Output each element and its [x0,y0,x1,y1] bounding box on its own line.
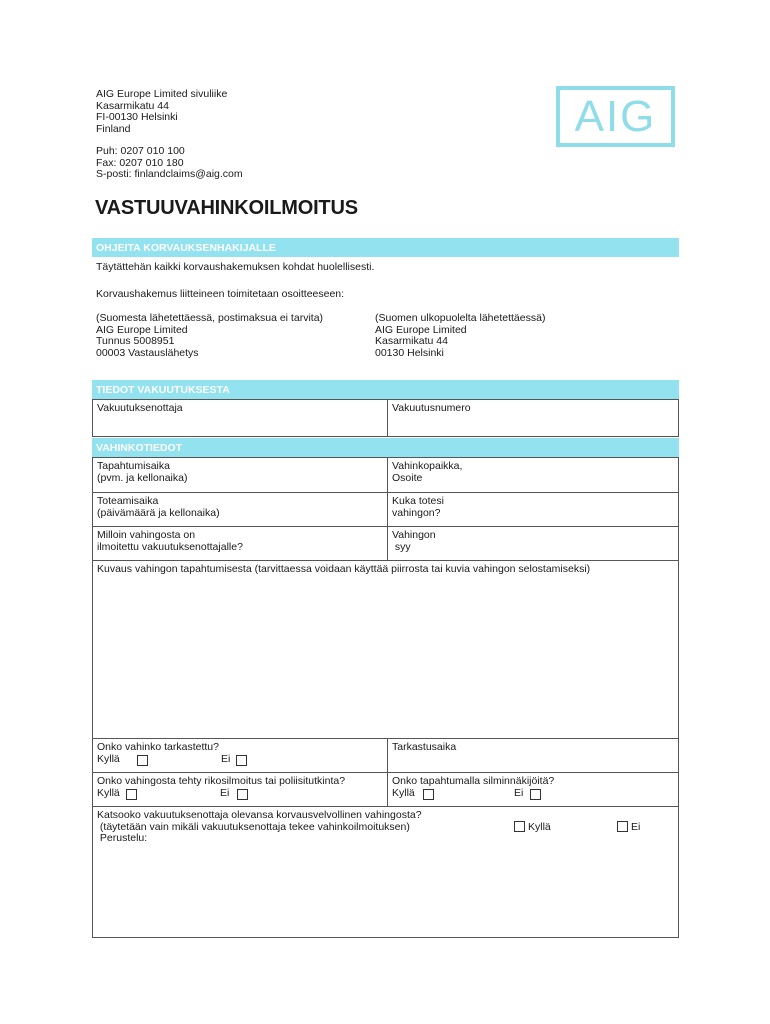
address-line: (Suomesta lähetettäessä, postimaksua ei tarvita) [96,312,324,324]
field-sublabel: ilmoitettu vakuutuksenottajalle? [97,540,243,553]
field-label: Tarkastusaika [392,741,457,753]
inspected-field [93,739,388,772]
address-line: AIG Europe Limited [96,323,188,336]
aig-logo [556,86,675,147]
sender-contact [96,146,243,181]
address-abroad [375,313,545,359]
table-row [93,739,678,773]
field-sublabel: (täytetään vain mikäli vakuutuksenottaja tekee vahinkoilmoituksen) [97,820,410,833]
police-yes-checkbox[interactable] [126,789,137,800]
damage-table [92,457,679,938]
inspected-no-checkbox[interactable] [236,755,247,766]
field-label: Onko vahinko tarkastettu? [97,741,219,753]
field-label: Kuka totesi [392,495,444,507]
description-field[interactable] [93,561,678,738]
liability-field[interactable] [93,807,678,937]
field-sublabel: vahingon? [392,506,441,519]
field-label: Vahingon [392,529,436,541]
inspected-yes-checkbox[interactable] [137,755,148,766]
table-row [93,400,678,436]
yes-label: Kyllä [528,821,551,833]
field-sublabel: (pvm. ja kellonaika) [97,471,188,484]
event-time-field[interactable] [93,458,388,492]
detector-field[interactable] [388,493,678,526]
yes-label: Kyllä [97,787,120,799]
table-row [93,773,678,807]
instruction-line: Korvaushakemus liitteineen toimitetaan osoitteeseen: [96,288,345,300]
sender-line: Finland [96,122,131,135]
instruction-line: Täytättehän kaikki korvaushakemuksen kohdat huolellisesti. [96,261,375,273]
sender-line: AIG Europe Limited sivuliike [96,88,228,100]
witnesses-yes-checkbox[interactable] [423,789,434,800]
table-row [93,561,678,739]
section-heading-damage: VAHINKOTIEDOT [92,438,679,457]
table-row [93,458,678,493]
sender-address [96,89,227,135]
address-line: 00130 Helsinki [375,346,444,359]
insurance-table [92,399,679,437]
address-line: (Suomen ulkopuolelta lähetettäessä) [375,312,546,324]
field-label: Milloin vahingosta on [97,529,196,541]
no-label: Ei [631,821,641,833]
address-line: 00003 Vastauslähetys [96,346,199,359]
table-row [93,493,678,527]
field-label: Vakuutusnumero [392,402,471,414]
aig-logo-text: AIG [574,92,657,141]
sender-line: Kasarmikatu 44 [96,99,169,112]
address-line: Tunnus 5008951 [96,335,175,348]
field-label: Vakuutuksenottaja [97,402,183,414]
liability-no-checkbox[interactable] [617,821,628,832]
field-label: Tapahtumisaika [97,460,170,472]
address-domestic [96,313,323,359]
field-label: Kuvaus vahingon tapahtumisesta (tarvittaessa voidaan käyttää piirrosta tai kuvia vahingon selostamiseksi) [97,563,591,575]
yes-label: Kyllä [392,787,415,799]
sender-line: FI-00130 Helsinki [96,111,178,124]
place-field[interactable] [388,458,678,492]
no-label: Ei [514,787,524,799]
table-row [93,527,678,561]
address-line: Kasarmikatu 44 [375,335,448,348]
yes-label: Kyllä [97,753,120,765]
witnesses-no-checkbox[interactable] [530,789,541,800]
page-title: VASTUUVAHINKOILMOITUS [95,197,358,219]
email: S-posti: finlandclaims@aig.com [96,168,243,181]
witnesses-field [388,773,678,806]
field-label: Toteamisaika [97,495,159,507]
policy-number-field[interactable] [388,400,678,436]
field-label: Katsooko vakuutuksenottaja olevansa korvausvelvollinen vahingosta? [97,809,422,821]
cause-field[interactable] [388,527,678,560]
police-no-checkbox[interactable] [237,789,248,800]
field-label: Vahinkopaikka, [392,460,463,472]
field-label: Onko tapahtumalla silminnäkijöitä? [392,775,555,787]
field-label: Onko vahingosta tehty rikosilmoitus tai poliisitutkinta? [97,775,346,787]
section-heading-instructions: OHJEITA KORVAUKSENHAKIJALLE [92,238,679,257]
no-label: Ei [221,753,231,765]
field-sublabel: Osoite [392,471,423,484]
phone: Puh: 0207 010 100 [96,145,185,157]
inspection-time-field[interactable] [388,739,678,772]
liability-yes-checkbox[interactable] [514,821,525,832]
notified-field[interactable] [93,527,388,560]
no-label: Ei [220,787,230,799]
policyholder-field[interactable] [93,400,388,436]
table-row [93,807,678,937]
justification-label: Perustelu: [97,832,148,845]
detect-time-field[interactable] [93,493,388,526]
police-field [93,773,388,806]
field-sublabel: syy [392,540,411,553]
section-heading-insurance: TIEDOT VAKUUTUKSESTA [92,380,679,399]
field-sublabel: (päivämäärä ja kellonaika) [97,506,220,519]
fax: Fax: 0207 010 180 [96,156,184,169]
address-line: AIG Europe Limited [375,323,467,336]
